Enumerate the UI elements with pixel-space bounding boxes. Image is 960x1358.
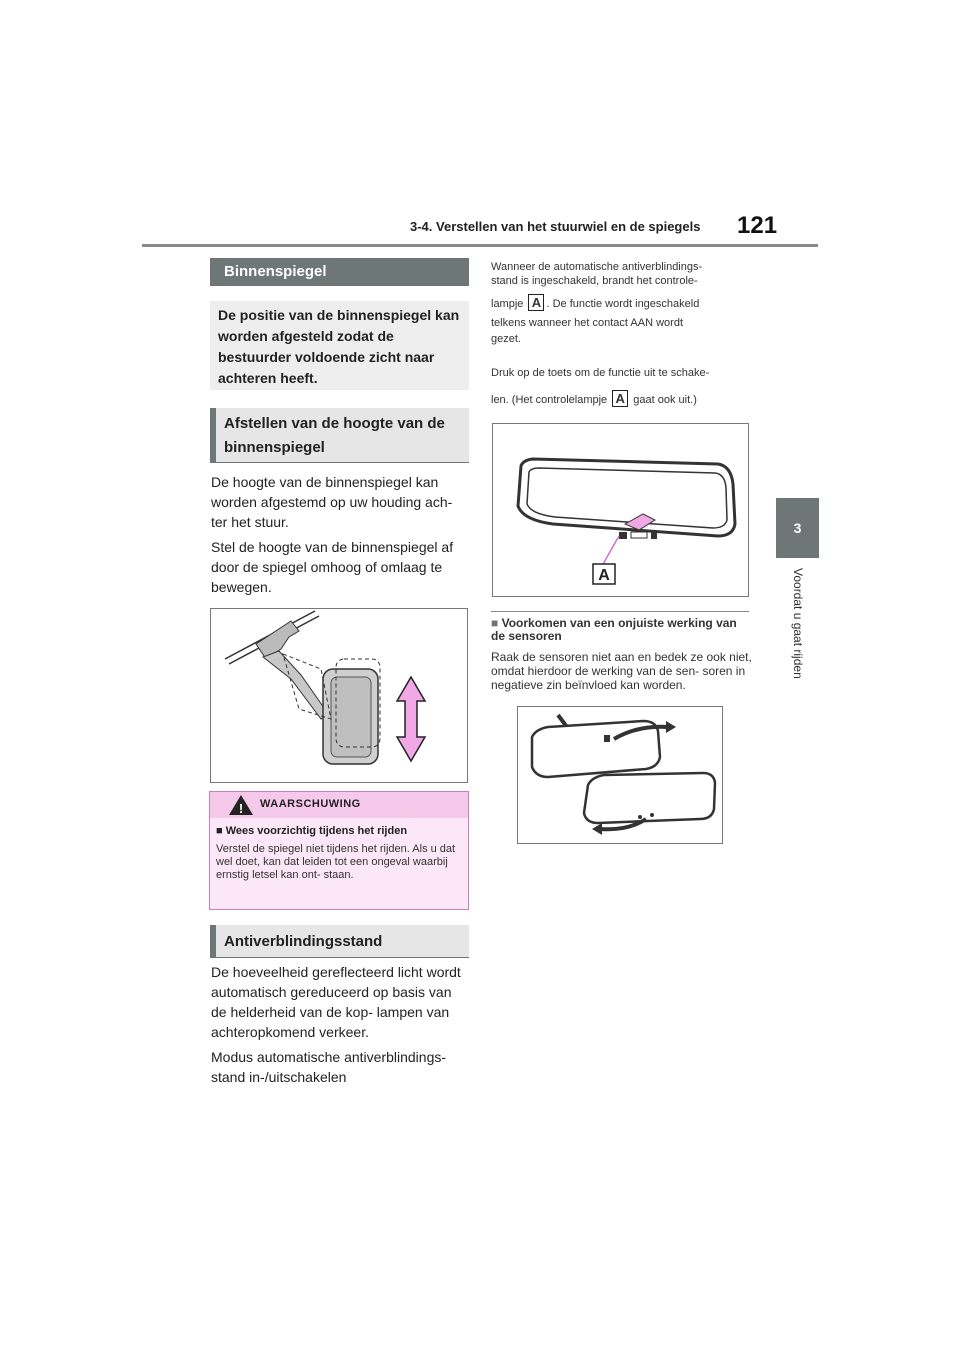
note-title: [491, 617, 749, 643]
right-line-3-pre: lampje: [491, 298, 524, 310]
note-divider: [491, 611, 749, 612]
up-down-arrow-icon: [397, 677, 425, 761]
paragraph-height: De hoogte van de binnenspiegel kan worden afgestemd op uw houding ach- ter het stuur.: [211, 474, 453, 530]
figure-antiglare-mirror: [492, 423, 749, 597]
right-paragraph-1: [491, 260, 756, 348]
right-p2-line-2: [491, 390, 756, 410]
bullet-icon-2: ■: [491, 616, 499, 630]
sensors-illustration: [518, 707, 722, 843]
right-line-3: [491, 294, 756, 314]
svg-text:!: !: [238, 801, 244, 816]
chapter-label: [776, 568, 819, 708]
chapter-number: 3: [793, 520, 802, 536]
mirror-height-illustration: [211, 609, 467, 782]
indicator-a-badge: A: [528, 294, 544, 311]
chapter-tab: [776, 498, 819, 558]
warning-subtitle-text: Wees voorzichtig tijdens het rijden: [225, 825, 408, 837]
right-line-1: Wanneer de automatische antiverblindings-: [491, 261, 703, 273]
warning-header: [210, 792, 468, 818]
section-title: Binnenspiegel: [210, 258, 469, 286]
note-text: Raak de sensoren niet aan en bedek ze ook niet, omdat hierdoor de werking van de sen- soren in negatieve zin beïnvloed kan worden.: [491, 650, 752, 692]
warning-subtitle: [216, 825, 407, 837]
right-line-5: gezet.: [491, 333, 521, 345]
warning-text: Verstel de spiegel niet tijdens het rijden. Als u dat wel doet, kan dat leiden tot een ongeval waarbij ernstig letsel kan ont- staan.: [216, 843, 456, 881]
figure-mirror-height: [210, 608, 468, 783]
right-line-4: telkens wanneer het contact AAN wordt: [491, 317, 683, 329]
figure-sensors: [517, 706, 723, 844]
antiglare-mirror-illustration: [493, 424, 748, 596]
indicator-a-badge-2: A: [612, 390, 628, 407]
right-line-2: stand is ingeschakeld, brandt het controle-: [491, 275, 698, 287]
intro-box: De positie van de binnenspiegel kan worden afgesteld zodat de bestuurder voldoende zicht naar achteren heeft.: [210, 301, 469, 390]
warning-triangle-icon: [228, 794, 254, 816]
chapter-label-text: Voordat u gaat rijden: [790, 568, 805, 679]
note-title-text: Voorkomen van een onjuiste werking van de sensoren: [491, 616, 737, 643]
paragraph-mode: Modus automatische antiverblindings- stand in-/uitschakelen: [211, 1049, 447, 1085]
header-divider: [142, 244, 818, 247]
section-header: 3-4. Verstellen van het stuurwiel en de spiegels: [410, 219, 701, 234]
bullet-icon: ■: [216, 825, 223, 837]
paragraph-adjust: Stel de hoogte van de binnenspiegel af door de spiegel omhoog of omlaag te bewegen.: [211, 539, 454, 595]
page-number: 121: [737, 212, 778, 239]
warning-box: [209, 791, 469, 910]
subsection-antiglare-title: Antiverblindingsstand: [210, 925, 469, 958]
right-line-3-post: . De functie wordt ingeschakeld: [546, 298, 700, 310]
right-p2-line-1: Druk op de toets om de functie uit te schake-: [491, 367, 710, 379]
indicator-a-label: A: [598, 567, 610, 584]
right-paragraph-2: [491, 364, 756, 410]
right-p2-line-2-post: gaat ook uit.): [633, 394, 697, 406]
subsection-height-title: Afstellen van de hoogte van de binnenspiegel: [210, 408, 469, 463]
right-p2-line-2-pre: len. (Het controlelampje: [491, 394, 608, 406]
paragraph-antiglare: De hoeveelheid gereflecteerd licht wordt automatisch gereduceerd op basis van de helderheid van de kop- lampen van achteropkomend verkeer.: [211, 964, 461, 1040]
warning-title: WAARSCHUWING: [260, 798, 361, 810]
